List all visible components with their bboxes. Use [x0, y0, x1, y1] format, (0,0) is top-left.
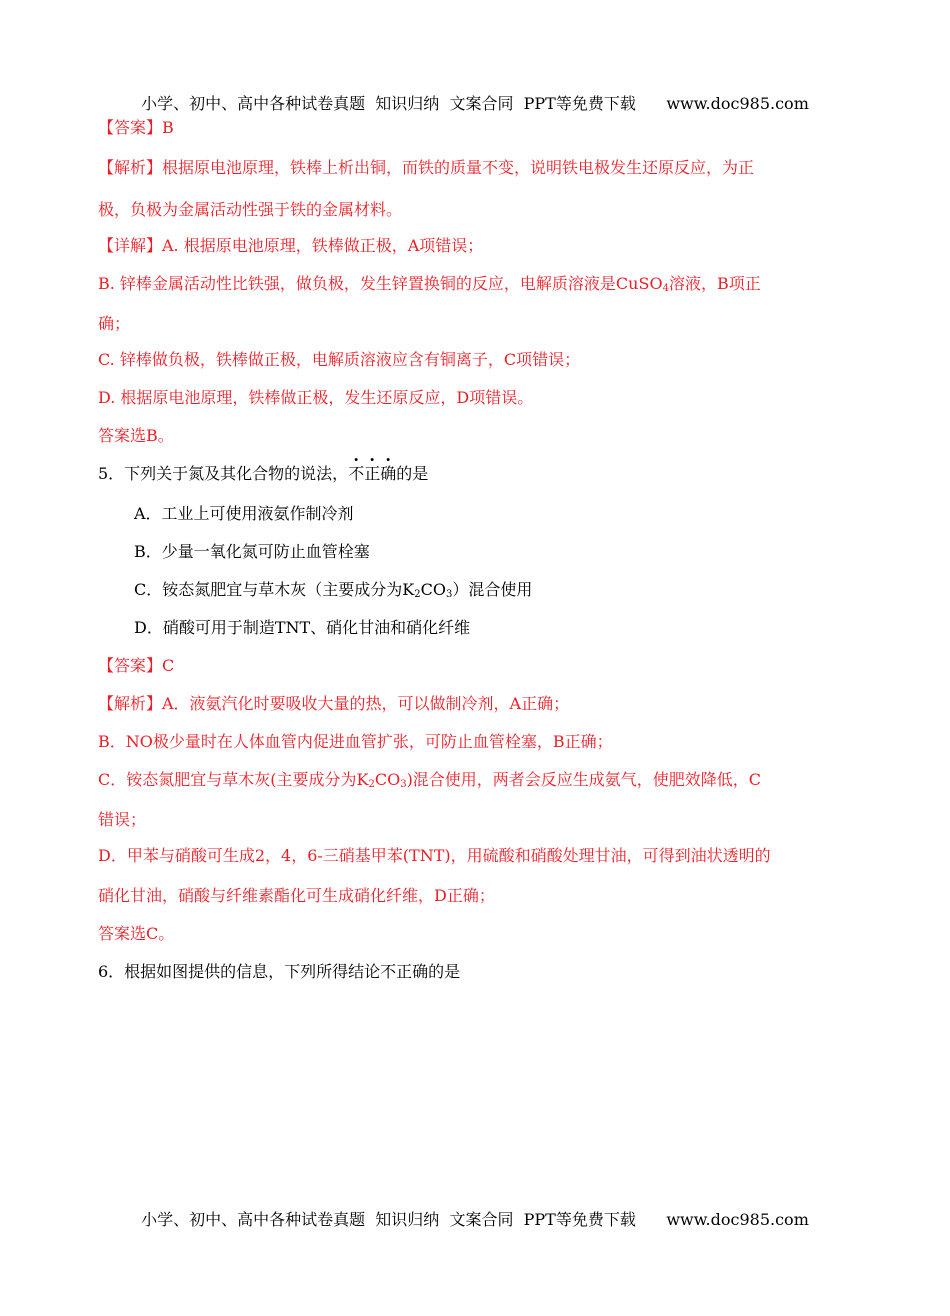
q4-conclusion: 答案选B。 — [98, 426, 174, 445]
q5-analysis-a: 【解析】A．液氨汽化时要吸收大量的热，可以做制冷剂，A正确； — [98, 694, 570, 713]
q5-option-d: D．硝酸可用于制造TNT、硝化甘油和硝化纤维 — [134, 618, 471, 637]
q5-option-b: B．少量一氧化氮可防止血管栓塞 — [134, 542, 370, 561]
q4-analysis-line-2: 极，负极为金属活动性强于铁的金属材料。 — [98, 200, 403, 219]
q5-option-c-subscript-1: 2 — [414, 589, 421, 600]
q5-analysis-c-pre: C．铵态氮肥宜与草木灰(主要成分为K — [98, 770, 369, 789]
q4-detail-b-line-2: 确； — [98, 314, 131, 333]
q5-analysis-c-line-2: 错误； — [98, 810, 147, 829]
q5-stem-em-1: 不 — [348, 464, 365, 483]
q5-stem-em-2: 正 — [364, 464, 381, 483]
q4-detail-d: D. 根据原电池原理，铁棒做正极，发生还原反应，D项错误。 — [98, 388, 534, 407]
q5-conclusion: 答案选C。 — [98, 924, 175, 943]
q5-option-c-mid: CO — [420, 580, 446, 599]
q5-option-a: A．工业上可使用液氨作制冷剂 — [134, 504, 354, 523]
q5-analysis-c-end: )混合使用，两者会反应生成氨气，使肥效降低，C — [406, 770, 762, 789]
q5-stem-em-3: 确 — [380, 464, 397, 483]
q5-stem-post: 的是 — [396, 464, 429, 483]
q4-detail-b-text-b: 溶液，B项正 — [668, 274, 761, 293]
q5-option-c-end: ）混合使用 — [452, 580, 533, 599]
q4-detail-c: C. 锌棒做负极，铁棒做正极，电解质溶液应含有铜离子，C项错误； — [98, 350, 581, 369]
q6-stem: 6．根据如图提供的信息，下列所得结论不正确的是 — [98, 962, 461, 981]
q5-analysis-c-mid: CO — [374, 770, 401, 789]
q4-detail-b-line-1 — [98, 272, 761, 296]
q5-stem-pre: 5．下列关于氮及其化合物的说法， — [98, 464, 349, 483]
q5-analysis-c-line-1 — [98, 768, 761, 792]
q5-option-c — [134, 578, 532, 602]
page-footer: 小学、初中、高中各种试卷真题 知识归纳 文案合同 PPT等免费下载 www.doc985.com — [141, 1210, 809, 1229]
q4-analysis-text-1: 【解析】根据原电池原理，铁棒上析出铜，而铁的质量不变，说明铁电极发生还原反应，为正 — [98, 158, 755, 177]
q4-detail-b-subscript: 4 — [662, 283, 669, 294]
q5-option-c-subscript-2: 3 — [445, 589, 453, 600]
q5-stem — [98, 462, 428, 486]
q5-analysis-d-line-2: 硝化甘油，硝酸与纤维素酯化可生成硝化纤维，D正确； — [98, 886, 495, 905]
q5-analysis-c-subscript-2: 3 — [400, 779, 407, 790]
q4-answer: 【答案】B — [98, 118, 174, 137]
q4-detail-b-text-a: B. 锌棒金属活动性比铁强，做负极，发生锌置换铜的反应，电解质溶液是CuSO — [98, 274, 663, 293]
q5-option-c-pre: C．铵态氮肥宜与草木灰（主要成分为K — [134, 580, 415, 599]
q5-answer: 【答案】C — [98, 656, 175, 675]
q4-detail-a: 【详解】A. 根据原电池原理，铁棒做正极，A项错误； — [98, 236, 484, 255]
q5-analysis-d-line-1: D．甲苯与硝酸可生成2，4，6-三硝基甲苯(TNT)，用硫酸和硝酸处理甘油，可得到油状透明的 — [98, 846, 771, 865]
q5-analysis-c-subscript-1: 2 — [368, 779, 375, 790]
q4-analysis-line-1 — [98, 156, 850, 180]
q5-analysis-b: B．NO极少量时在人体血管内促进血管扩张，可防止血管栓塞，B正确； — [98, 732, 613, 751]
page-header: 小学、初中、高中各种试卷真题 知识归纳 文案合同 PPT等免费下载 www.doc985.com — [141, 94, 809, 113]
